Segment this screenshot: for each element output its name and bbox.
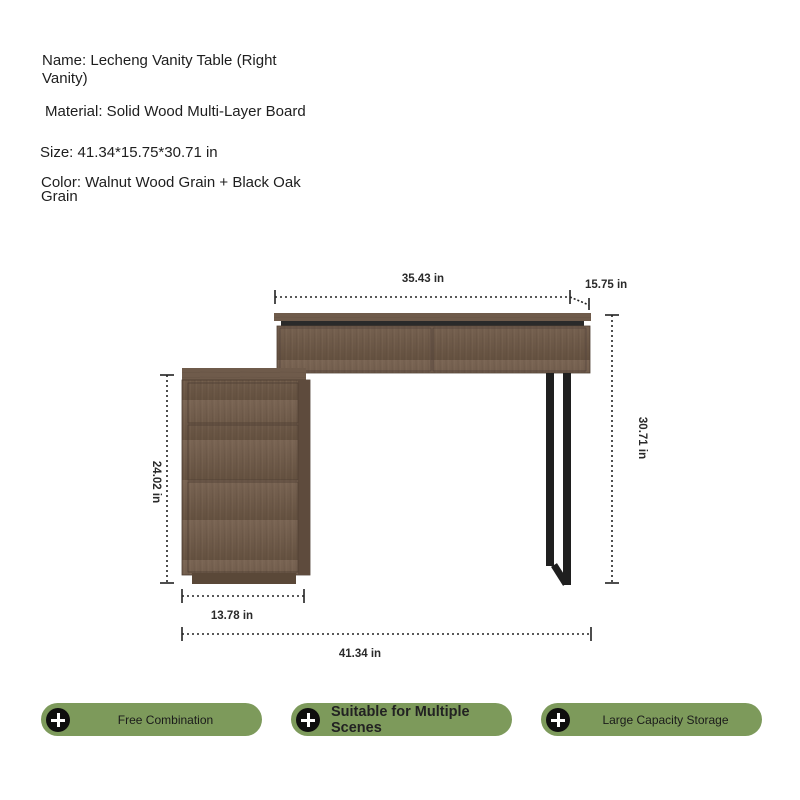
dim-label-cabinet-height: 24.02 in bbox=[150, 460, 162, 504]
spec-material: Material: Solid Wood Multi-Layer Board bbox=[45, 103, 306, 120]
dim-depth bbox=[570, 279, 627, 310]
desk-top bbox=[274, 313, 591, 327]
dim-label-desk-width: 35.43 in bbox=[401, 273, 445, 285]
plus-icon bbox=[46, 708, 70, 732]
feature-label: Suitable for Multiple Scenes bbox=[331, 703, 470, 736]
dim-label-depth: 15.75 in bbox=[585, 279, 628, 291]
dim-total-width bbox=[182, 627, 591, 660]
cabinet bbox=[182, 368, 310, 584]
plus-icon bbox=[296, 708, 320, 732]
plus-icon bbox=[546, 708, 570, 732]
dim-label-total-height: 30.71 in bbox=[636, 416, 648, 460]
feature-label: Free Combination bbox=[117, 712, 214, 727]
dim-label-total-width: 41.34 in bbox=[338, 648, 382, 660]
dim-desk-width bbox=[275, 273, 570, 304]
feature-label: Large Capacity Storage bbox=[602, 712, 729, 727]
feature-pill-free-combination bbox=[41, 703, 262, 736]
dim-cabinet-width bbox=[182, 589, 304, 622]
spec-name: Name: Lecheng Vanity Table (Right Vanity) bbox=[42, 52, 277, 87]
dim-total-height bbox=[605, 315, 648, 583]
spec-color: Color: Walnut Wood Grain + Black Oak Grain bbox=[41, 174, 301, 205]
dim-label-cabinet-width: 13.78 in bbox=[210, 610, 254, 622]
feature-pill-large-storage bbox=[541, 703, 762, 736]
feature-pill-multiple-scenes bbox=[291, 703, 512, 736]
metal-leg bbox=[546, 373, 571, 585]
desk-drawers bbox=[277, 326, 590, 373]
dim-cabinet-height bbox=[150, 375, 174, 583]
spec-size: Size: 41.34*15.75*30.71 in bbox=[40, 144, 218, 161]
